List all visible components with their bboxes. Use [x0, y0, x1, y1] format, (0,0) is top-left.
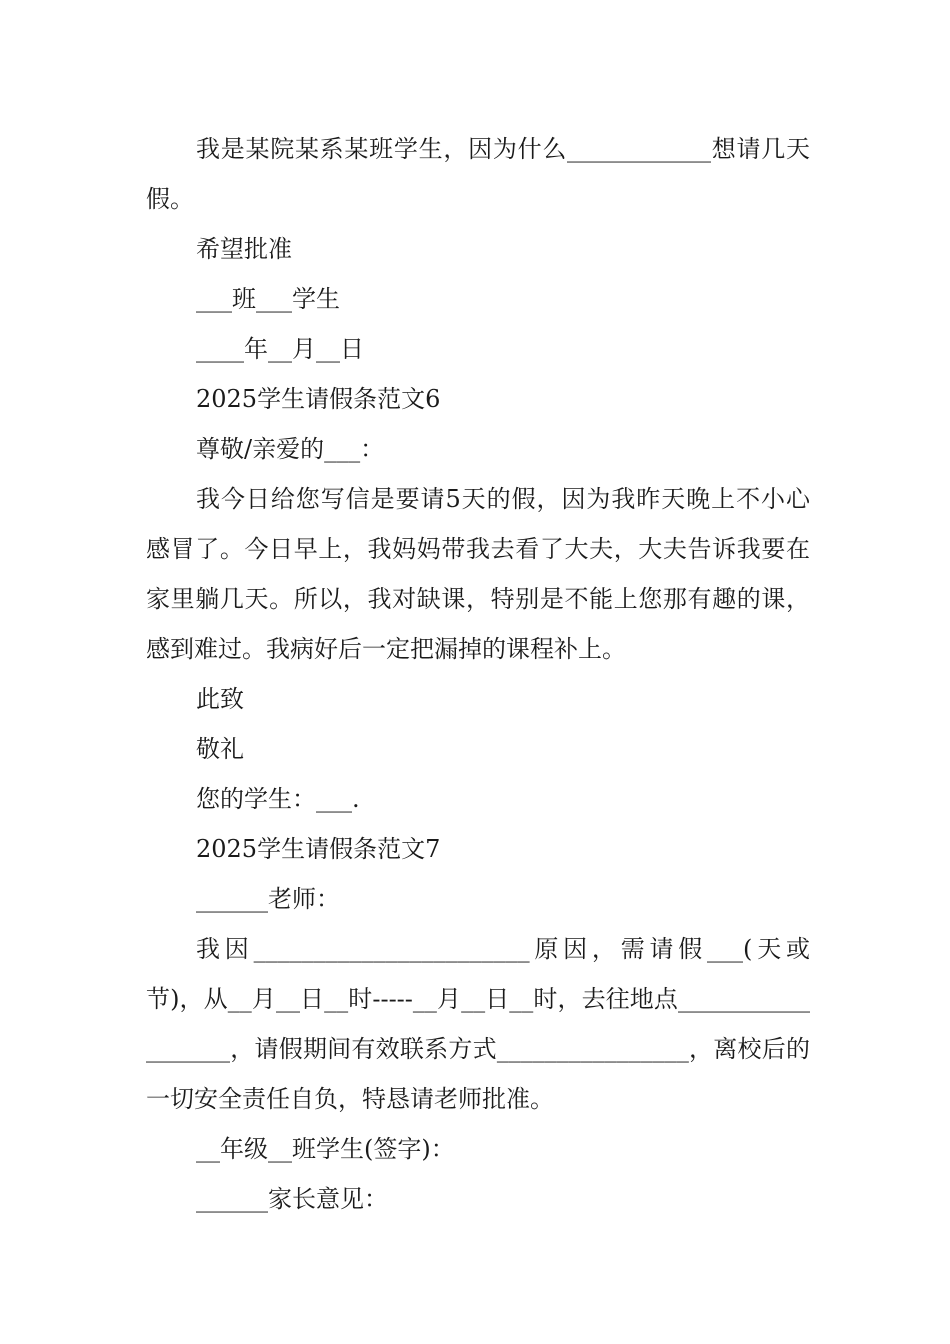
paragraph-request: 希望批准 — [196, 235, 292, 263]
body-paragraph-6: 我今日给您写信是要请5天的假，因为我昨天晚上不小心感冒了。今日早上，我妈妈带我去看了大夫，大夫告诉我要在家里躺几天。所以，我对缺课，特别是不能上您那有趣的课，感到难过。我病好后一定把漏掉的课程补上。 — [146, 485, 810, 663]
body-paragraph-7: 我因_______________________原因，需请假___(天或节)，从__月__日__时-----__月__日__时，去往地点__________________，请假期间有效联系方式________________，离校后的一切安全责任自负，特恳请老师批准。 — [146, 935, 810, 1113]
closing-cizhi: 此致 — [196, 685, 244, 713]
salutation-6: 尊敬/亲爱的___： — [196, 435, 385, 463]
paragraph-date: ____年__月__日 — [196, 335, 364, 363]
signature-student: 您的学生：___. — [196, 785, 360, 813]
section-heading-7: 2025学生请假条范文7 — [196, 835, 441, 863]
paragraph-class-student: ___班___学生 — [196, 285, 340, 313]
paragraph-reason: 我是某院某系某班学生，因为什么____________想请几天假。 — [146, 135, 810, 213]
signature-grade-class: __年级__班学生(签字)： — [196, 1135, 455, 1163]
salutation-7: ______老师： — [196, 885, 340, 913]
document-body — [146, 124, 810, 1224]
closing-jingli: 敬礼 — [196, 735, 244, 763]
parent-opinion: ______家长意见： — [196, 1185, 388, 1213]
section-heading-6: 2025学生请假条范文6 — [196, 385, 441, 413]
